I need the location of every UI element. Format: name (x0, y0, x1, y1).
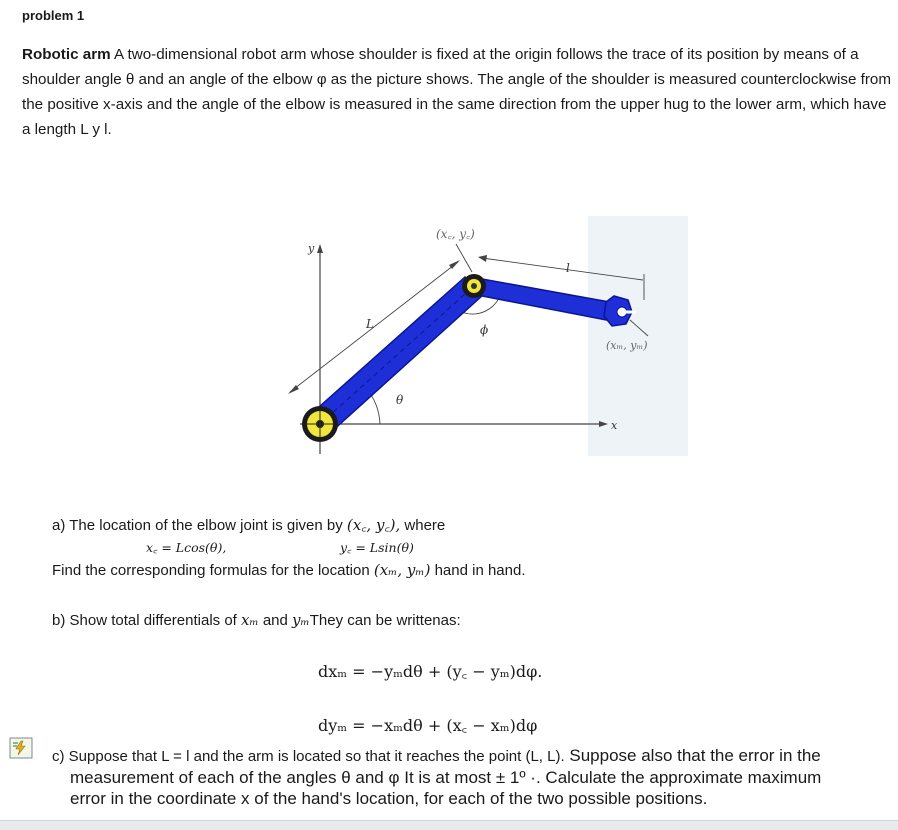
x-axis-label: x (611, 419, 618, 432)
robot-arm-figure (288, 216, 688, 456)
part-a-text: a) The location of the elbow joint is given by (52, 517, 347, 534)
theta-label: θ (396, 393, 404, 407)
part-a-line1 (52, 515, 445, 535)
elbow-coords-math: (x꜀, y꜀), (346, 516, 401, 534)
ym-math: yₘ (292, 611, 310, 629)
hand-coords-math: (xₘ, yₘ) (373, 561, 431, 579)
part-c-line2: measurement of each of the angles θ and φ It is at most ± 1º ·. Calculate the approximate maximum (70, 768, 822, 787)
part-b-text: b) Show total differentials of (52, 612, 241, 629)
part-b-text-end: They can be writtenas: (309, 612, 461, 629)
part-a-where: where (400, 517, 446, 534)
elbow-coordinates-label: (x꜀, y꜀) (436, 227, 475, 241)
part-a-question: Find the corresponding formulas for the location (52, 562, 374, 579)
part-c-paragraph (52, 745, 882, 809)
part-c-line3: error in the coordinate x of the hand's location, for each of the two possible positions. (70, 789, 708, 808)
l-length-label: l (566, 261, 570, 275)
intro-paragraph (22, 42, 892, 142)
dxm-equation: dxₘ = −yₘdθ + (y꜀ − yₘ)dφ. (318, 662, 543, 681)
xm-math: xₘ (241, 611, 259, 629)
part-c-start: c) Suppose that L = l and the arm is located so that it reaches the point (L, L). (52, 748, 565, 765)
y-axis-label: y (308, 242, 315, 255)
phi-label: ϕ (480, 323, 489, 337)
intro-lead: Robotic arm (22, 46, 111, 63)
L-length-label: L (366, 317, 374, 331)
part-b-line (52, 611, 461, 629)
note-icon[interactable] (9, 737, 33, 759)
part-b-and: and (258, 612, 293, 629)
part-a-line2 (52, 561, 526, 579)
dym-equation: dyₘ = −xₘdθ + (x꜀ − xₘ)dφ (318, 716, 538, 735)
xc-equation: x꜀ = Lcos(θ), (146, 540, 227, 555)
hand-coordinates-label: (xₘ, yₘ) (606, 339, 648, 352)
part-c-big: Suppose also that the error in the (564, 746, 821, 765)
part-a-question-end: hand in hand. (430, 562, 526, 579)
elbow-joint-pin (471, 283, 477, 289)
intro-text: A two-dimensional robot arm whose shoulder is fixed at the origin follows the trace of its position by means of a shoulder angle θ and an angle of the elbow φ as the picture shows. The angle of the shoulder is measured counterclockwise from the positive x-axis and the angle of the elbow is measured in the same direction from the upper hug to the lower arm, which have a length L y l. (22, 46, 892, 138)
page-title: problem 1 (22, 8, 85, 23)
yc-equation: y꜀ = Lsin(θ) (340, 540, 414, 555)
